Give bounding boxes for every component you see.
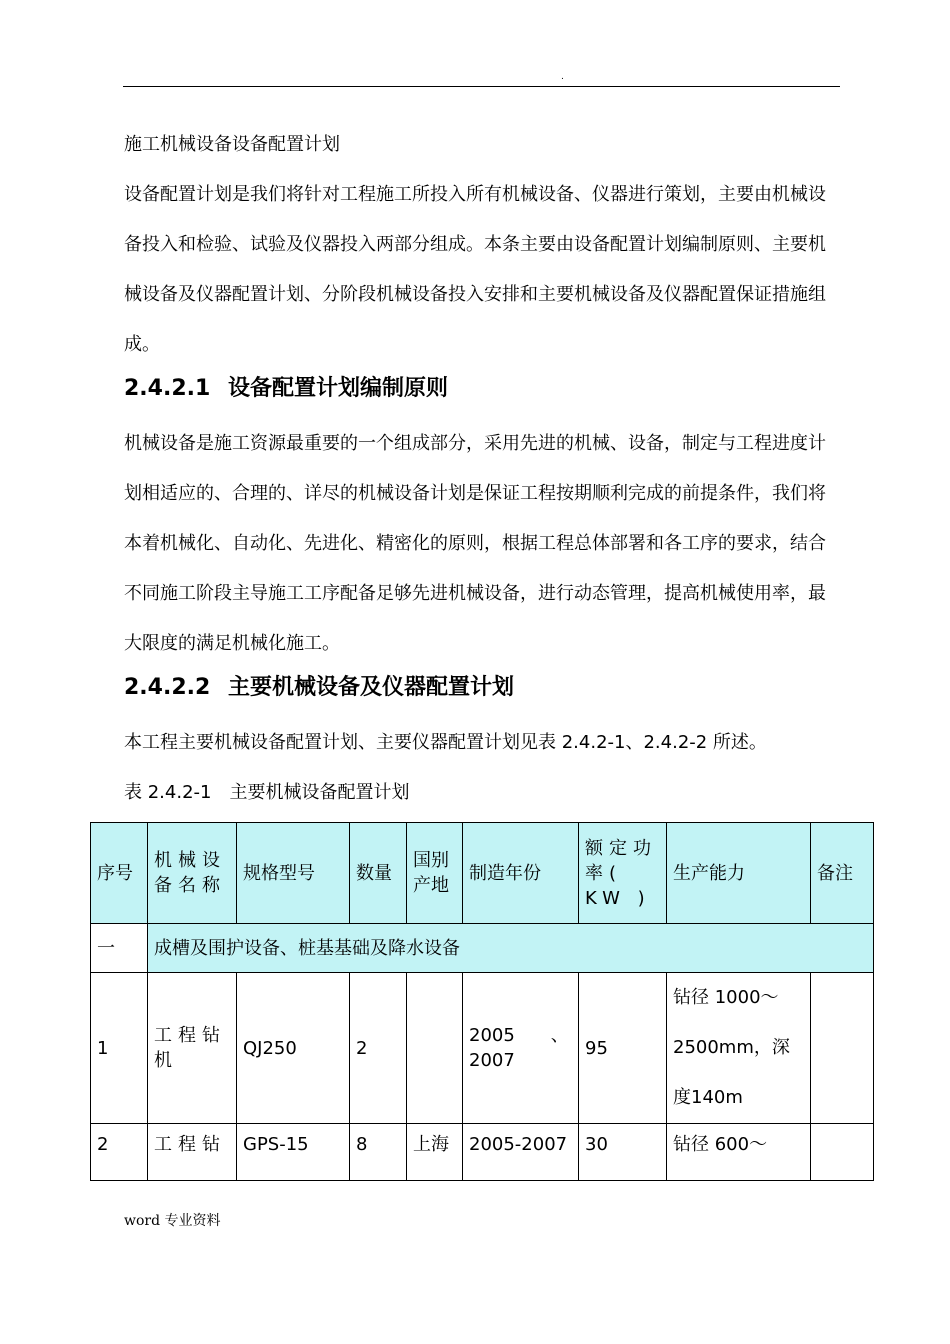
- header-origin: 国别产地: [407, 823, 463, 924]
- table-header-row: [91, 823, 874, 924]
- heading-2-4-2-1: [124, 374, 448, 404]
- header-qty: 数量: [350, 823, 407, 924]
- cell-capacity: 钻径 1000～2500mm，深度140m: [667, 973, 811, 1124]
- cell-qty: 8: [350, 1124, 407, 1181]
- cell-seq: 1: [91, 973, 148, 1124]
- group-title: 成槽及围护设备、桩基基础及降水设备: [148, 924, 874, 973]
- cell-origin: 上海: [407, 1124, 463, 1181]
- header-rule: [123, 86, 840, 87]
- cell-power: 95: [579, 973, 667, 1124]
- header-mark: .: [561, 72, 564, 82]
- equipment-table: [90, 822, 874, 1181]
- cell-model: GPS-15: [237, 1124, 350, 1181]
- heading-title: 主要机械设备及仪器配置计划: [228, 675, 515, 700]
- header-year: 制造年份: [463, 823, 579, 924]
- cell-name: 工程钻: [148, 1124, 237, 1181]
- cell-remark: [811, 1124, 874, 1181]
- plan-paragraph: 本工程主要机械设备配置计划、主要仪器配置计划见表 2.4.2-1、2.4.2-2 所述。: [124, 732, 767, 753]
- cell-qty: 2: [350, 973, 407, 1124]
- heading-number: 2.4.2.1: [124, 376, 211, 401]
- cell-name: 工程钻机: [148, 973, 237, 1124]
- principle-paragraph: 机械设备是施工资源最重要的一个组成部分，采用先进的机械、设备，制定与工程进度计划相适应的、合理的、详尽的机械设备计划是保证工程按期顺利完成的前提条件，我们将本着机械化、自动化、先进化、精密化的原则，根据工程总体部署和各工序的要求，结合不同施工阶段主导施工工序配备足够先进机械设备，进行动态管理，提高机械使用率，最大限度的满足机械化施工。: [124, 433, 826, 654]
- cell-model: QJ250: [237, 973, 350, 1124]
- heading-2-4-2-2: [124, 673, 514, 703]
- header-capacity: 生产能力: [667, 823, 811, 924]
- heading-title: 设备配置计划编制原则: [228, 376, 449, 401]
- cell-seq: 2: [91, 1124, 148, 1181]
- footer-text: word 专业资料: [124, 1213, 221, 1229]
- header-seq: 序号: [91, 823, 148, 924]
- table-row: [91, 1124, 874, 1181]
- header-power: 额定功率( KW ): [579, 823, 667, 924]
- heading-number: 2.4.2.2: [124, 675, 211, 700]
- header-name: 机械设备名称: [148, 823, 237, 924]
- cell-power: 30: [579, 1124, 667, 1181]
- cell-remark: [811, 973, 874, 1124]
- table-group-row: [91, 924, 874, 973]
- intro-paragraph: 设备配置计划是我们将针对工程施工所投入所有机械设备、仪器进行策划，主要由机械设备投入和检验、试验及仪器投入两部分组成。本条主要由设备配置计划编制原则、主要机械设备及仪器配置计划、分阶段机械设备投入安排和主要机械设备及仪器配置保证措施组成。: [124, 184, 826, 355]
- table-caption: 表 2.4.2-1 主要机械设备配置计划: [124, 782, 410, 803]
- header-model: 规格型号: [237, 823, 350, 924]
- header-remark: 备注: [811, 823, 874, 924]
- group-number: 一: [91, 924, 148, 973]
- cell-origin: [407, 973, 463, 1124]
- table-row: [91, 973, 874, 1124]
- cell-year: 2005-2007: [463, 1124, 579, 1181]
- section-title: 施工机械设备设备配置计划: [124, 134, 340, 155]
- cell-year: 2005 、2007: [463, 973, 579, 1124]
- cell-capacity: 钻径 600～: [667, 1124, 811, 1181]
